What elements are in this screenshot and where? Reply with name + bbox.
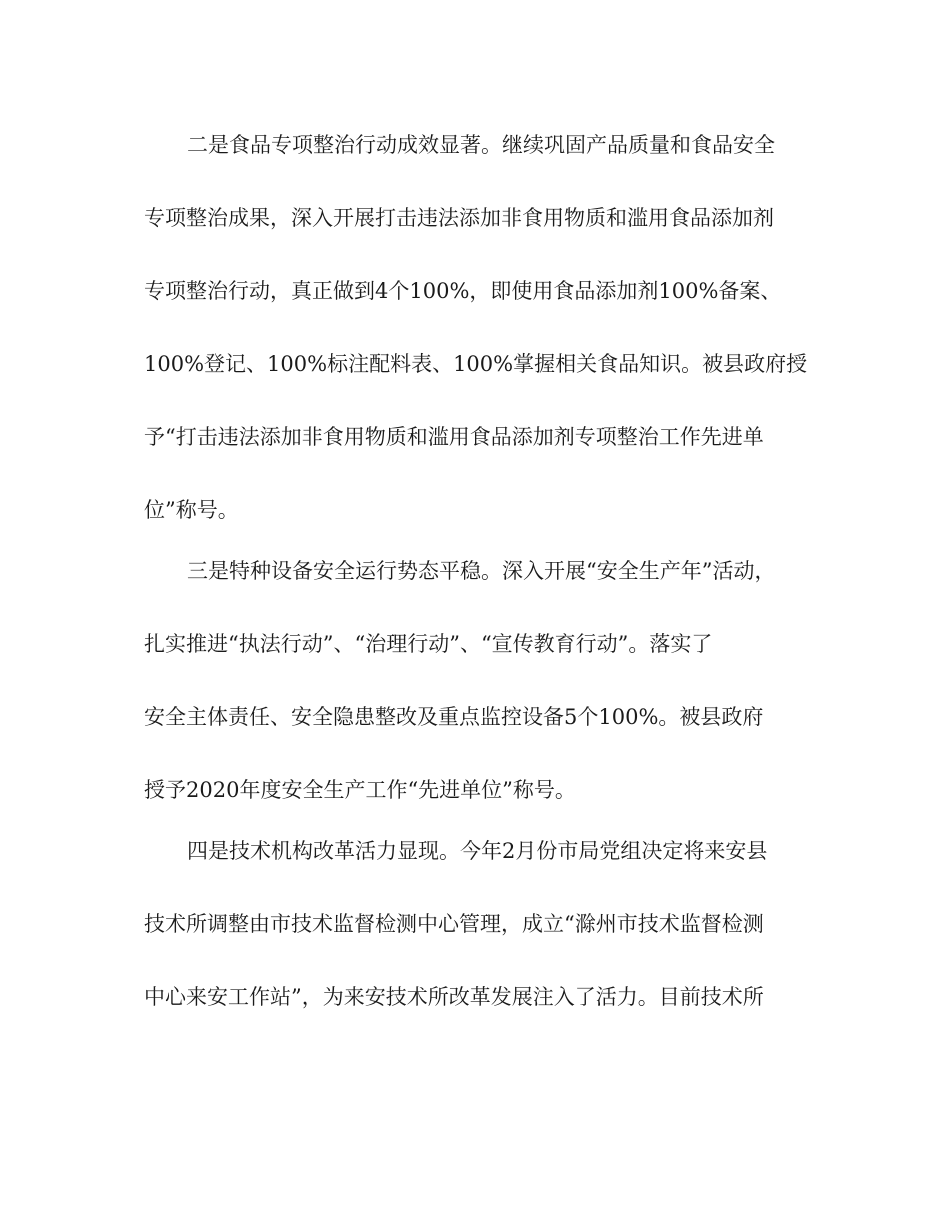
- paragraph-line: 100%登记、100%标注配料表、100%掌握相关食品知识。被县政府授: [144, 352, 808, 376]
- paragraph-line: 四是技术机构改革活力显现。今年2月份市局党组决定将来安县: [187, 839, 768, 863]
- paragraph-line: 专项整治成果，深入开展打击违法添加非食用物质和滥用食品添加剂: [144, 206, 774, 230]
- paragraph-line: 专项整治行动，真正做到4个100%，即使用食品添加剂100%备案、: [144, 279, 782, 303]
- paragraph-line: 中心来安工作站”，为来安技术所改革发展注入了活力。目前技术所: [144, 985, 764, 1009]
- paragraph-line: 安全主体责任、安全隐患整改及重点监控设备5个100%。被县政府: [144, 705, 764, 729]
- paragraph-line: 授予2020年度安全生产工作“先进单位”称号。: [144, 778, 576, 802]
- paragraph-line: 技术所调整由市技术监督检测中心管理，成立“滁州市技术监督检测: [144, 912, 764, 936]
- paragraph-line: 三是特种设备安全运行势态平稳。深入开展“安全生产年”活动，: [187, 559, 776, 583]
- paragraph-line: 二是食品专项整治行动成效显著。继续巩固产品质量和食品安全: [187, 133, 775, 157]
- paragraph-line: 扎实推进“执法行动”、“治理行动”、“宣传教育行动”。落实了: [144, 632, 713, 656]
- paragraph-line: 位”称号。: [144, 498, 239, 522]
- paragraph-line: 予“打击违法添加非食用物质和滥用食品添加剂专项整治工作先进单: [144, 425, 764, 449]
